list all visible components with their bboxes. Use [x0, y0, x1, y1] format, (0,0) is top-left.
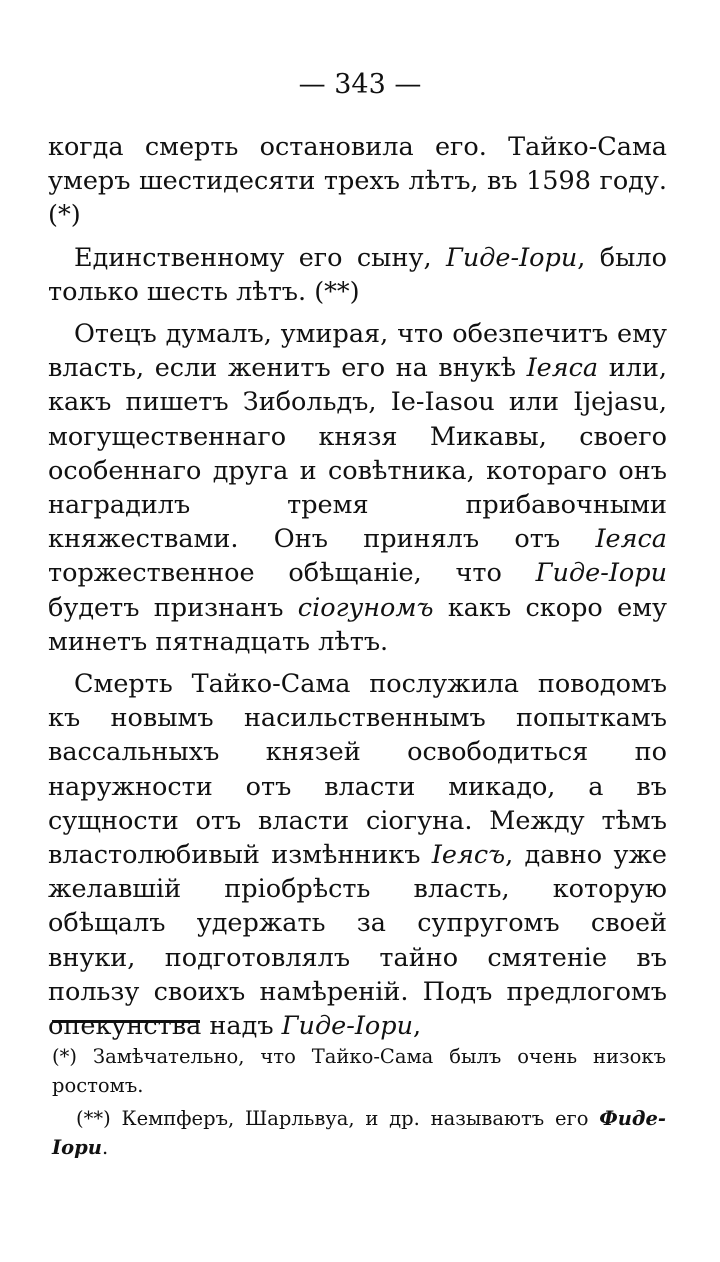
name-italic: Іеясъ — [431, 840, 506, 871]
text-segment: или, какъ пишетъ Зибольдъ, Ie-Iasou или Ijejasu, могущественнаго князя Микавы, своего особеннаго друга и совѣтника, котораго онъ наградилъ тремя прибавочными княжествами. Онъ принялъ отъ — [48, 353, 667, 555]
name-italic: Гиде-Іори — [281, 1011, 414, 1042]
text-segment: какъ скоро ему минетъ пятнадцать лѣтъ. — [48, 592, 667, 657]
text-segment: Отецъ думалъ, умирая, что обезпечитъ ему власть, если женитъ его на внукѣ — [48, 319, 667, 384]
name-italic: Іеяса — [595, 524, 667, 555]
text-segment: (*) Замѣчательно, что Тайко-Сама былъ очень низокъ ростомъ. — [52, 1045, 666, 1097]
name-italic: Іеяса — [526, 353, 599, 384]
body-text — [48, 130, 667, 1043]
text-segment: Смерть Тайко-Сама послужила поводомъ къ новымъ насильственнымъ попыткамъ вассальныхъ князей освободиться по наружности отъ власти микадо, а въ сущности отъ власти сіогуна. Между тѣмъ властолюбивый измѣнникъ — [48, 669, 667, 871]
term-italic: сіогуномъ — [297, 592, 434, 623]
paragraph-4 — [48, 667, 667, 1043]
page-number: — 343 — — [298, 69, 422, 100]
text-segment: , — [413, 1011, 422, 1042]
text-segment: , было только шесть лѣтъ. (**) — [48, 242, 667, 307]
footnotes — [52, 1042, 666, 1166]
text-segment: . — [101, 1136, 109, 1159]
paragraph-2 — [48, 241, 667, 309]
paragraph-1 — [48, 130, 667, 233]
name-bold-italic: Фиде-Іори — [52, 1107, 666, 1159]
name-italic: Гиде-Іори — [535, 558, 667, 589]
text-segment: будетъ признанъ — [48, 592, 298, 623]
text-segment: Единственному его сыну, — [74, 242, 446, 273]
text-segment: торжественное обѣщаніе, что — [48, 558, 536, 589]
name-italic: Гиде-Іори — [445, 242, 578, 273]
text-segment: , давно уже желавшій пріобрѣсть власть, которую обѣщалъ удержать за супругомъ своей внуки, подготовлялъ тайно смятеніе въ пользу своихъ намѣреній. Подъ предлогомъ опекунства надъ — [48, 840, 667, 1042]
footnote-2 — [52, 1104, 666, 1162]
footnote-separator — [52, 1020, 200, 1023]
text-segment: (**) Кемпферъ, Шарльвуа, и др. называютъ его — [76, 1107, 600, 1130]
paragraph-3 — [48, 317, 667, 659]
text-segment: когда смерть остановила его. Тайко-Сама умеръ шестидесяти трехъ лѣтъ, въ 1598 году. (*) — [48, 132, 667, 231]
footnote-1 — [52, 1042, 666, 1100]
